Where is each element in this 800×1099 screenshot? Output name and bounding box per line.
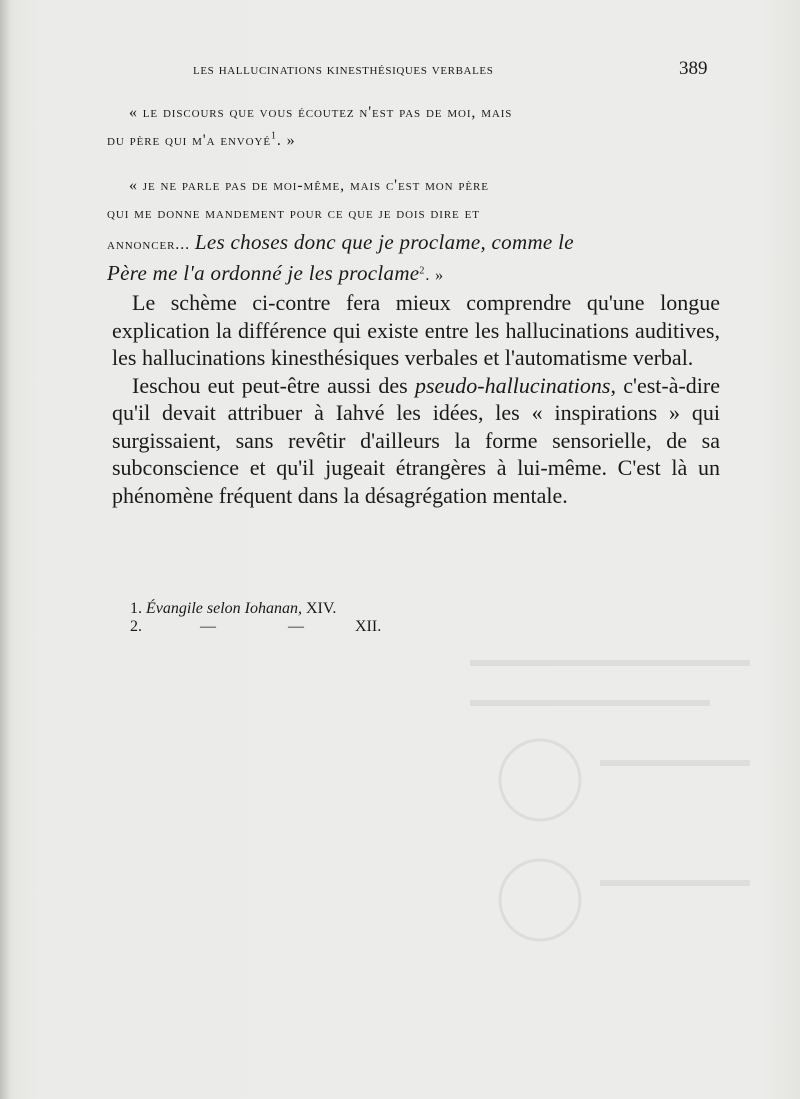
footnote-2-ditto-2: — [288, 618, 304, 635]
quote1-line1: « le discours que vous écoutez n'est pas de moi, mais [129, 104, 513, 121]
paragraph-2-start: Ieschou eut peut-être aussi des [132, 372, 408, 398]
footnote-ref-2: 2 [419, 265, 426, 277]
footnote-2-ditto-1: — [200, 618, 216, 635]
quote2-line4-end: . » [425, 267, 445, 284]
quote1-line2-end: . » [276, 132, 296, 149]
book-spine-shadow [0, 0, 10, 1099]
footnote-2-number: 2. [130, 618, 142, 635]
running-head: les hallucinations kinesthésiques verbales [193, 62, 494, 78]
footnotes [130, 600, 530, 636]
paragraph-1: Le schème ci-contre fera mieux comprendre qu'une longue explication la différence qui existe entre les hallucinations auditives, les hallucinations kinesthésiques verbales et l'automatisme verbal. [112, 290, 720, 370]
quote-block-2 [107, 172, 713, 290]
footnote-2-chapter: XII. [355, 618, 382, 635]
footnote-1-title: Évangile selon Iohanan, [146, 600, 302, 617]
quote2-line3-italic: Les choses donc que je proclame, comme le [194, 230, 574, 254]
footnote-1 [130, 600, 530, 618]
page-header [0, 60, 800, 84]
footnote-2 [130, 618, 530, 636]
body-text [112, 289, 720, 509]
quote2-line1: « je ne parle pas de moi-même, mais c'est mon père [129, 177, 489, 194]
footnote-ref-1: 1 [270, 130, 277, 142]
quote2-line2: qui me donne mandement pour ce que je dois dire et [107, 205, 480, 222]
paragraph-2 [112, 372, 720, 510]
paragraph-2-italic: pseudo-hallucinations [414, 372, 611, 398]
quote-block-1 [107, 99, 713, 155]
bleed-through-shadow [460, 640, 760, 1020]
footnote-1-number: 1. [130, 600, 142, 617]
footnote-1-chapter: XIV. [305, 600, 337, 617]
quote2-line4-italic: Père me l'a ordonné je les proclame [107, 261, 420, 285]
page-number: 389 [679, 58, 708, 79]
paragraph-2-rest: , c'est-à-dire qu'il devait attribuer à Iahvé les idées, les « inspirations » qui surgissaient, sans revêtir d'ailleurs la forme sensorielle, de sa subconscience et qu'il jugeait étrangères à lui-même. C'est là un phénomène fréquent dans la désagrégation mentale. [112, 372, 720, 508]
quote1-line2: du père qui m'a envoyé [107, 132, 271, 149]
quote2-line3-smallcaps: annoncer... [107, 236, 191, 253]
